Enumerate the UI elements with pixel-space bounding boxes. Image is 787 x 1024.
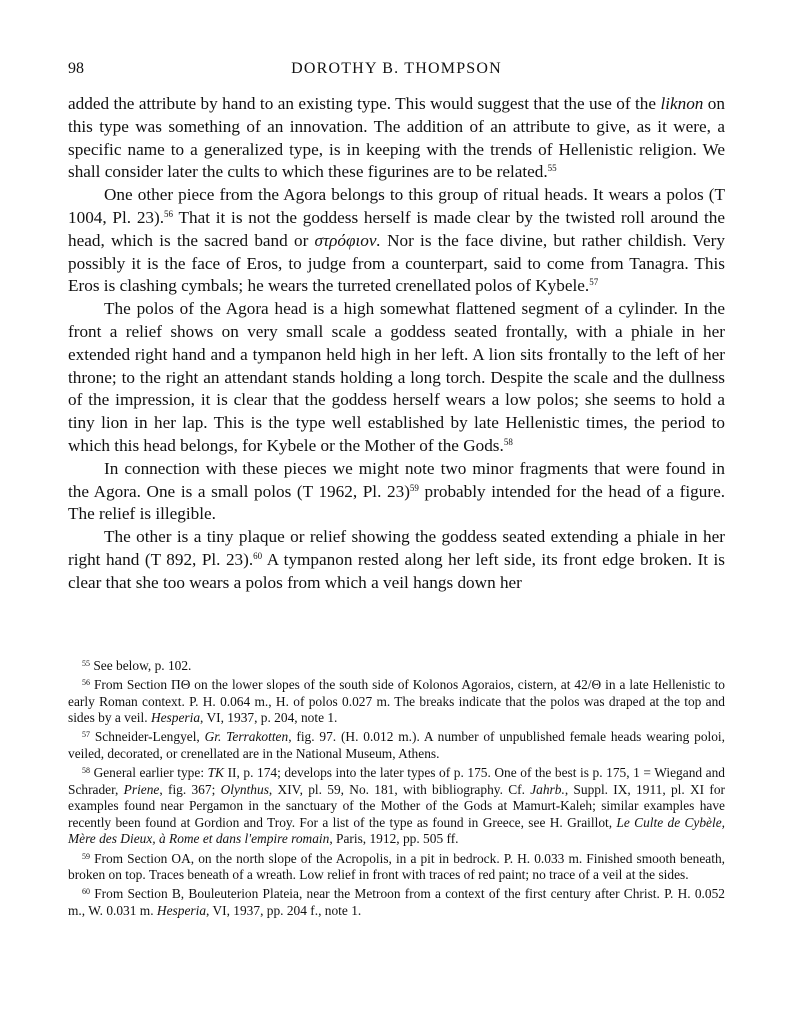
footnote-number: 57 [82, 730, 90, 740]
text-run: The polos of the Agora head is a high somewhat flattened segment of a cylinder. In the front a relief shows on very small scale a goddess seated frontally, with a phiale in her extended right hand and a tympanon held high in her left. A lion sits frontally to the left of her throne; to the right an attendant stands holding a long torch. Despite the scale and the dullness of the impression, it is clear that the goddess herself wears a low polos; she seems to hold a tiny lion in her lap. This is the type well established by late Hellenistic times, the period to which this head belongs, for Kybele or the Mother of the Gods. [68, 299, 725, 455]
paragraph-5 [68, 526, 725, 594]
footnote-60 [68, 886, 725, 919]
footnote-text: , VI, 1937, pp. 204 f., note 1. [206, 902, 362, 918]
footnote-text: Schneider-Lengyel, [90, 729, 205, 745]
italic-term: liknon [660, 94, 704, 113]
footnote-text: , fig. 97. (H. 0.012 m.). A number of unpublished female heads wearing poloi, veiled, decorated, or crenellated are in the National Museum, Athens. [68, 729, 726, 761]
footnote-57 [68, 729, 725, 762]
footnote-ref: 57 [589, 277, 599, 288]
text-run: A tympanon rested along her left side, its front edge broken. It is clear that she too wears a polos from which a veil hangs down her [68, 549, 725, 592]
footnote-ref: 56 [164, 208, 174, 219]
italic-title: Priene [123, 781, 160, 797]
page-header [68, 60, 725, 80]
footnote-text: , XIV, pl. 59, No. 181, with bibliography. Cf. [268, 781, 531, 797]
text-run: That it is not the goddess herself is made clear by the twisted roll around the head, which is the sacred band or [68, 207, 725, 250]
footnote-59 [68, 851, 725, 884]
italic-title: Hesperia [156, 902, 207, 918]
text-run: added the attribute by hand to an existing type. This would suggest that the use of the [68, 94, 661, 113]
text-run: Nor is the face divine, but rather childish. Very possibly it is the face of Eros, to judge from a counterpart, said to come from Tanagra. This Eros is clashing cymbals; he wears the turreted crenellated polos of Kybele. [68, 230, 725, 296]
text-run: In connection with these pieces we might note two minor fragments that were found in the Agora. One is a small polos (T 1962, Pl. 23) [68, 458, 725, 501]
footnote-55 [68, 658, 725, 675]
text-run: on this type was something of an innovation. The addition of an attribute to give, as it were, a specific name to a generalized type, is in keeping with the trends of Hellenistic religion. We shall consider later the cults to which these figurines are to be related. [68, 94, 725, 182]
footnote-number: 58 [82, 766, 90, 776]
footnote-ref: 58 [503, 436, 513, 447]
footnote-text: , VI, 1937, p. 204, note 1. [200, 710, 338, 726]
footnote-58 [68, 765, 725, 848]
footnote-number: 55 [82, 659, 90, 668]
footnote-text: , fig. 367; [159, 781, 221, 797]
italic-title: Hesperia [150, 710, 201, 726]
footnote-ref: 55 [547, 163, 557, 174]
italic-title: Le Culte de Cybèle, Mère des Dieux, à Rome et dans l'empire romain [68, 814, 725, 847]
body-text [68, 93, 725, 595]
italic-title: Olynthus [220, 781, 269, 797]
paragraph-4 [68, 458, 725, 526]
footnotes [68, 658, 725, 922]
footnote-number: 60 [82, 887, 90, 897]
footnote-text: See below, p. 102. [90, 658, 192, 673]
footnote-ref: 60 [253, 550, 263, 561]
footnote-56 [68, 677, 725, 727]
footnote-text: From Section ΠΘ on the lower slopes of the south side of Kolonos Agoraios, cistern, at 42/Θ in a late Hellenistic to early Roman context. P. H. 0.064 m., H. of polos 0.027 m. The breaks indicate that the polos was draped at the top and sides by a veil. [68, 677, 725, 726]
italic-title: Gr. Terrakotten [204, 729, 289, 745]
running-title: DOROTHY B. THOMPSON [291, 60, 502, 77]
footnote-number: 59 [82, 851, 90, 861]
footnote-ref: 59 [409, 482, 419, 493]
footnote-text: II, p. 174; develops into the later types of p. 175. One of the best is p. 175, 1 = Wiegand and Schrader, [68, 765, 725, 797]
footnote-text: From Section OA, on the north slope of the Acropolis, in a pit in bedrock. P. H. 0.033 m. Finished smooth beneath, broken on top. Traces beneath of a wreath. Low relief in front with traces of red paint; no trace of a veil at the sides. [68, 850, 725, 883]
italic-title: Jahrb. [530, 781, 565, 797]
footnote-text: General earlier type: [90, 765, 208, 781]
greek-term: στρόφιον. [314, 230, 381, 250]
page-number: 98 [68, 60, 84, 77]
paragraph-3 [68, 298, 725, 458]
text-run: The other is a tiny plaque or relief showing the goddess seated extending a phiale in her right hand (T 892, Pl. 23). [68, 527, 725, 569]
footnote-text: , Suppl. IX, 1911, pl. XI for examples found near Pergamon in the sanctuary of the Mother of the Gods at Mamurt-Kaleh; similar examples have recently been found at Gordion and Troy. For a list of the type as found in Greece, see H. Graillot, [68, 781, 725, 830]
paragraph-2 [68, 184, 725, 298]
text-run: probably intended for the head of a figure. The relief is illegible. [68, 481, 725, 524]
text-run: One other piece from the Agora belongs to this group of ritual heads. It wears a polos (T 1004, Pl. 23). [68, 185, 725, 227]
footnote-text: , Paris, 1912, pp. 505 ff. [329, 831, 459, 847]
italic-title: TK [207, 765, 224, 781]
footnote-text: From Section B, Bouleuterion Plateia, near the Metroon from a context of the first century after Christ. P. H. 0.052 m., W. 0.031 m. [68, 886, 725, 918]
footnote-number: 56 [82, 678, 90, 688]
paragraph-1 [68, 93, 725, 184]
